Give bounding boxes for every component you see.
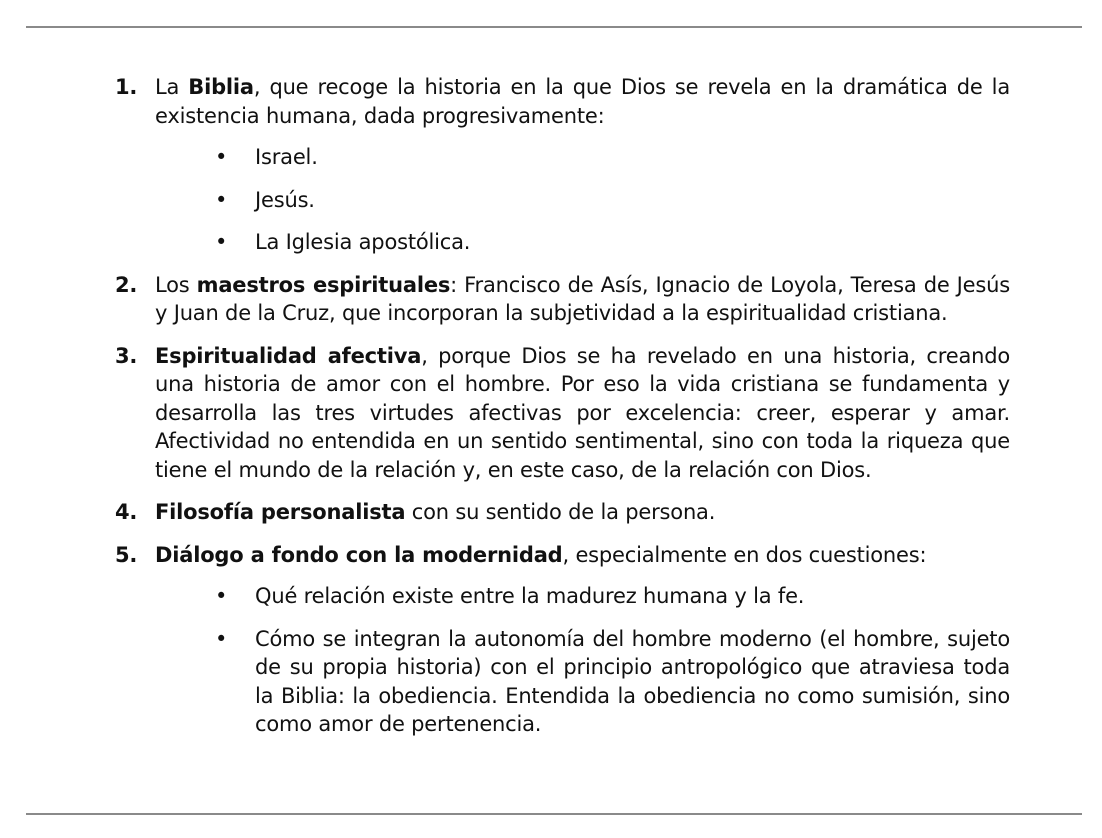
item-text-post: , porque Dios se ha revelado en una historia, creando una historia de amor con el hombre. Por eso la vida cristiana se fundamenta y desarrolla las tres virtudes afectivas por excelencia: creer, esperar y amar. Afectividad no entendida en un sentido sentimental, sino con toda la riqueza que tiene el mundo de la relación y, en este caso, de la relación con Dios.	[155, 343, 1010, 482]
bullet-text: La Iglesia apostólica.	[255, 230, 471, 254]
list-item-3	[115, 342, 1010, 485]
sub-bullet-list	[155, 143, 1010, 257]
list-item-1	[115, 73, 1010, 257]
item-bold-term: Filosofía personalista	[155, 500, 406, 524]
item-text-post: con su sentido de la persona.	[405, 500, 716, 524]
bullet-text: Jesús.	[255, 187, 315, 212]
bullet-item	[155, 582, 1010, 611]
item-text-pre: La	[155, 75, 189, 99]
bullet-icon: •	[215, 230, 228, 254]
item-text-pre: Los	[155, 272, 197, 297]
item-number: 5.	[115, 542, 138, 567]
item-bold-term: Espiritualidad afectiva	[155, 343, 422, 368]
item-text-post: , especialmente en dos cuestiones:	[562, 542, 927, 567]
list-item-5	[115, 541, 1010, 739]
item-text-post: : Francisco de Asís, Ignacio de Loyola, Teresa de Jesús y Juan de la Cruz, que incorporan la subjetividad a la espiritualidad cristiana.	[155, 272, 1010, 325]
document-body	[115, 73, 1010, 753]
item-bold-term: maestros espirituales	[196, 272, 451, 297]
item-number: 1.	[115, 75, 138, 99]
item-paragraph	[155, 271, 1010, 328]
bullet-icon: •	[215, 145, 228, 169]
top-rule	[26, 26, 1082, 28]
item-bold-term: Biblia	[188, 75, 254, 99]
bullet-text: Qué relación existe entre la madurez humana y la fe.	[255, 584, 805, 608]
bullet-text: Israel.	[255, 145, 318, 169]
item-bold-term: Diálogo a fondo con la modernidad	[155, 542, 563, 567]
bullet-item	[155, 186, 1010, 215]
item-paragraph	[155, 342, 1010, 485]
bullet-item	[155, 143, 1010, 172]
bullet-icon: •	[215, 626, 228, 651]
item-text-post: , que recoge la historia en la que Dios se revela en la dramática de la existencia humana, dada progresivamente:	[155, 75, 1010, 128]
item-paragraph	[155, 541, 1010, 570]
bullet-item	[155, 625, 1010, 739]
list-item-2	[115, 271, 1010, 328]
item-number: 4.	[115, 500, 138, 524]
bullet-icon: •	[215, 584, 228, 608]
bottom-rule	[26, 813, 1082, 815]
item-paragraph	[155, 498, 1010, 527]
list-item-4	[115, 498, 1010, 527]
item-number: 3.	[115, 343, 138, 368]
item-paragraph	[155, 73, 1010, 130]
bullet-icon: •	[215, 187, 228, 212]
sub-bullet-list	[155, 582, 1010, 739]
bullet-item	[155, 228, 1010, 257]
bullet-text: Cómo se integran la autonomía del hombre moderno (el hombre, sujeto de su propia historia) con el principio antropológico que atraviesa toda la Biblia: la obediencia. Entendida la obediencia no como sumisión, sino como amor de pertenencia.	[255, 626, 1010, 736]
item-number: 2.	[115, 272, 138, 297]
